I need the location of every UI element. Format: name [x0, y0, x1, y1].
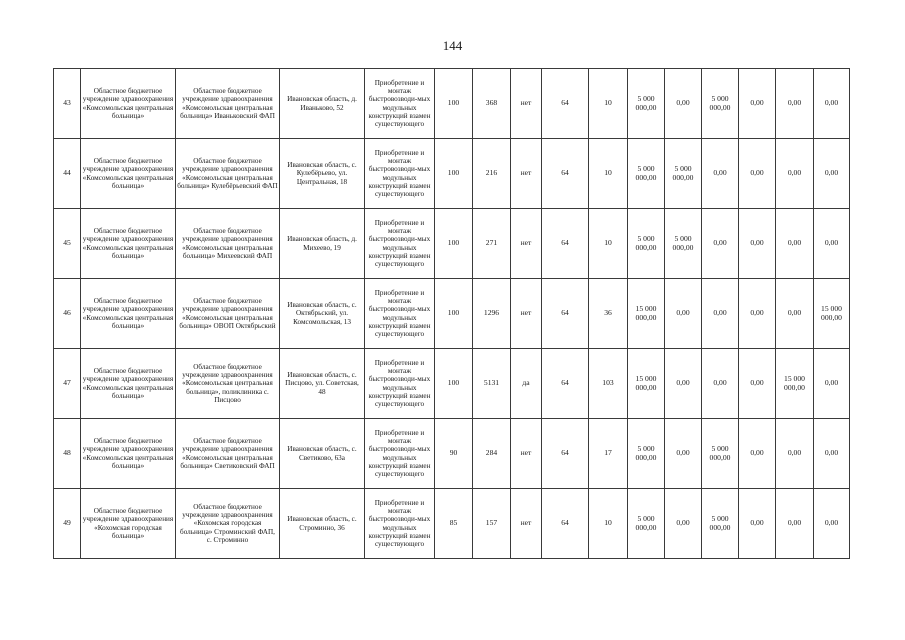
amount-cell-5: 0,00	[776, 69, 814, 139]
amount-cell-5: 0,00	[776, 489, 814, 559]
page-number: 144	[442, 38, 463, 53]
value-cell-5: 10	[589, 69, 628, 139]
table-row	[54, 489, 850, 559]
address-cell: Ивановская область, с. Писцово, ул. Советская, 48	[280, 349, 365, 419]
institution-cell: Областное бюджетное учреждение здравоохранения «Комсомольская центральная больница»	[81, 139, 176, 209]
amount-cell-3: 5 000 000,00	[702, 69, 739, 139]
value-cell-3: нет	[511, 419, 542, 489]
amount-cell-6: 0,00	[814, 349, 850, 419]
amount-cell-3: 5 000 000,00	[702, 419, 739, 489]
row-number-cell: 44	[54, 139, 81, 209]
value-cell-3: нет	[511, 69, 542, 139]
table-row	[54, 139, 850, 209]
value-cell-2: 5131	[473, 349, 511, 419]
row-number-cell: 48	[54, 419, 81, 489]
value-cell-1: 100	[435, 69, 473, 139]
institution-cell: Областное бюджетное учреждение здравоохранения «Комсомольская центральная больница»	[81, 419, 176, 489]
measure-cell: Приобретение и монтаж быстровозводи-мых модульных конструкций взамен существующего	[365, 349, 435, 419]
institution-cell: Областное бюджетное учреждение здравоохранения «Кохомская городская больница»	[81, 489, 176, 559]
row-number-cell: 43	[54, 69, 81, 139]
measure-cell: Приобретение и монтаж быстровозводи-мых модульных конструкций взамен существующего	[365, 69, 435, 139]
value-cell-4: 64	[542, 489, 589, 559]
measure-cell: Приобретение и монтаж быстровозводи-мых модульных конструкций взамен существующего	[365, 139, 435, 209]
address-cell: Ивановская область, д. Иваньково, 52	[280, 69, 365, 139]
amount-cell-5: 0,00	[776, 419, 814, 489]
amount-cell-6: 0,00	[814, 209, 850, 279]
value-cell-1: 100	[435, 209, 473, 279]
amount-cell-1: 5 000 000,00	[628, 209, 665, 279]
amount-cell-4: 0,00	[739, 209, 776, 279]
amount-cell-1: 5 000 000,00	[628, 139, 665, 209]
measure-cell: Приобретение и монтаж быстровозводи-мых модульных конструкций взамен существующего	[365, 419, 435, 489]
value-cell-5: 10	[589, 209, 628, 279]
table-row	[54, 419, 850, 489]
value-cell-4: 64	[542, 69, 589, 139]
value-cell-4: 64	[542, 279, 589, 349]
facility-cell: Областное бюджетное учреждение здравоохранения «Комсомольская центральная больница» Иваньковский ФАП	[176, 69, 280, 139]
amount-cell-2: 5 000 000,00	[665, 209, 702, 279]
amount-cell-2: 0,00	[665, 419, 702, 489]
amount-cell-1: 15 000 000,00	[628, 279, 665, 349]
value-cell-3: нет	[511, 139, 542, 209]
value-cell-1: 100	[435, 279, 473, 349]
amount-cell-4: 0,00	[739, 139, 776, 209]
value-cell-1: 85	[435, 489, 473, 559]
institution-cell: Областное бюджетное учреждение здравоохранения «Комсомольская центральная больница»	[81, 69, 176, 139]
address-cell: Ивановская область, с. Светиково, 63а	[280, 419, 365, 489]
address-cell: Ивановская область, с. Строминно, 36	[280, 489, 365, 559]
amount-cell-4: 0,00	[739, 69, 776, 139]
institution-cell: Областное бюджетное учреждение здравоохранения «Комсомольская центральная больница»	[81, 209, 176, 279]
facility-cell: Областное бюджетное учреждение здравоохранения «Комсомольская центральная больница» Светиковский ФАП	[176, 419, 280, 489]
facility-cell: Областное бюджетное учреждение здравоохранения «Комсомольская центральная больница» ОВОП Октябрьский	[176, 279, 280, 349]
amount-cell-3: 5 000 000,00	[702, 489, 739, 559]
row-number-cell: 47	[54, 349, 81, 419]
value-cell-4: 64	[542, 209, 589, 279]
value-cell-1: 100	[435, 349, 473, 419]
amount-cell-3: 0,00	[702, 209, 739, 279]
amount-cell-1: 15 000 000,00	[628, 349, 665, 419]
facilities-table	[53, 68, 850, 559]
value-cell-2: 1296	[473, 279, 511, 349]
amount-cell-1: 5 000 000,00	[628, 489, 665, 559]
value-cell-4: 64	[542, 419, 589, 489]
table-row	[54, 69, 850, 139]
address-cell: Ивановская область, с. Кулебёрьево, ул. Центральная, 18	[280, 139, 365, 209]
table-row	[54, 209, 850, 279]
table-row	[54, 279, 850, 349]
value-cell-3: нет	[511, 489, 542, 559]
amount-cell-3: 0,00	[702, 349, 739, 419]
amount-cell-6: 0,00	[814, 489, 850, 559]
value-cell-3: нет	[511, 279, 542, 349]
value-cell-4: 64	[542, 349, 589, 419]
institution-cell: Областное бюджетное учреждение здравоохранения «Комсомольская центральная больница»	[81, 349, 176, 419]
measure-cell: Приобретение и монтаж быстровозводи-мых модульных конструкций взамен существующего	[365, 489, 435, 559]
amount-cell-1: 5 000 000,00	[628, 419, 665, 489]
value-cell-5: 10	[589, 489, 628, 559]
amount-cell-2: 0,00	[665, 69, 702, 139]
value-cell-1: 100	[435, 139, 473, 209]
facility-cell: Областное бюджетное учреждение здравоохранения «Комсомольская центральная больница» Михеевский ФАП	[176, 209, 280, 279]
value-cell-5: 36	[589, 279, 628, 349]
value-cell-5: 103	[589, 349, 628, 419]
value-cell-2: 216	[473, 139, 511, 209]
address-cell: Ивановская область, с. Октябрьский, ул. Комсомольская, 13	[280, 279, 365, 349]
measure-cell: Приобретение и монтаж быстровозводи-мых модульных конструкций взамен существующего	[365, 209, 435, 279]
value-cell-2: 271	[473, 209, 511, 279]
amount-cell-6: 0,00	[814, 139, 850, 209]
amount-cell-1: 5 000 000,00	[628, 69, 665, 139]
value-cell-3: нет	[511, 209, 542, 279]
amount-cell-4: 0,00	[739, 279, 776, 349]
amount-cell-6: 15 000 000,00	[814, 279, 850, 349]
value-cell-1: 90	[435, 419, 473, 489]
amount-cell-4: 0,00	[739, 349, 776, 419]
value-cell-2: 368	[473, 69, 511, 139]
row-number-cell: 46	[54, 279, 81, 349]
value-cell-5: 10	[589, 139, 628, 209]
facility-cell: Областное бюджетное учреждение здравоохранения «Кохомская городская больница» Строминский ФАП, с. Строминно	[176, 489, 280, 559]
table-row	[54, 349, 850, 419]
amount-cell-2: 0,00	[665, 489, 702, 559]
amount-cell-5: 0,00	[776, 209, 814, 279]
amount-cell-3: 0,00	[702, 139, 739, 209]
amount-cell-5: 15 000 000,00	[776, 349, 814, 419]
value-cell-3: да	[511, 349, 542, 419]
row-number-cell: 49	[54, 489, 81, 559]
amount-cell-5: 0,00	[776, 279, 814, 349]
amount-cell-6: 0,00	[814, 419, 850, 489]
value-cell-5: 17	[589, 419, 628, 489]
amount-cell-4: 0,00	[739, 419, 776, 489]
measure-cell: Приобретение и монтаж быстровозводи-мых модульных конструкций взамен существующего	[365, 279, 435, 349]
amount-cell-2: 0,00	[665, 349, 702, 419]
amount-cell-5: 0,00	[776, 139, 814, 209]
value-cell-2: 157	[473, 489, 511, 559]
amount-cell-6: 0,00	[814, 69, 850, 139]
institution-cell: Областное бюджетное учреждение здравоохранения «Комсомольская центральная больница»	[81, 279, 176, 349]
row-number-cell: 45	[54, 209, 81, 279]
amount-cell-4: 0,00	[739, 489, 776, 559]
amount-cell-3: 0,00	[702, 279, 739, 349]
amount-cell-2: 5 000 000,00	[665, 139, 702, 209]
value-cell-4: 64	[542, 139, 589, 209]
facility-cell: Областное бюджетное учреждение здравоохранения «Комсомольская центральная больница» Кулебёрьевский ФАП	[176, 139, 280, 209]
address-cell: Ивановская область, д. Михеево, 19	[280, 209, 365, 279]
value-cell-2: 284	[473, 419, 511, 489]
amount-cell-2: 0,00	[665, 279, 702, 349]
facility-cell: Областное бюджетное учреждение здравоохранения «Комсомольская центральная больница», поликлиника с. Писцово	[176, 349, 280, 419]
